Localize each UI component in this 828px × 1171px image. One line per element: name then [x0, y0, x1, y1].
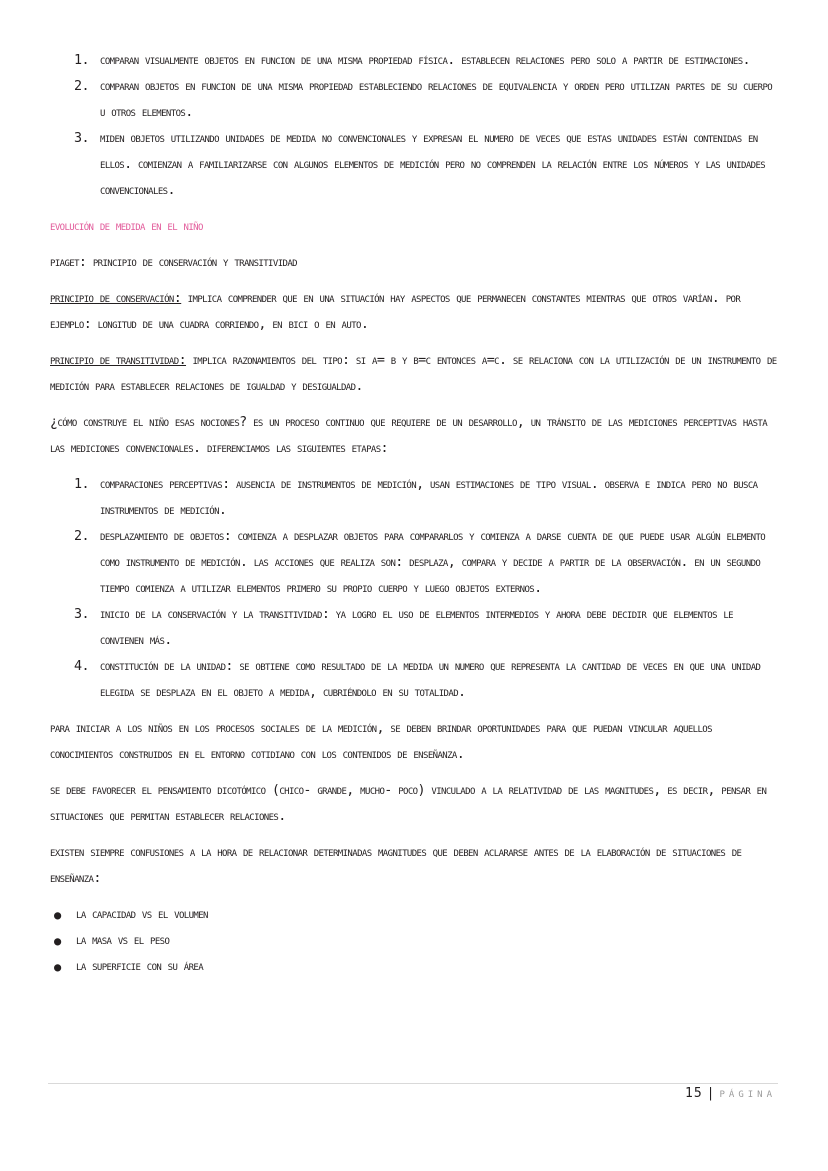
bullet-item [50, 902, 780, 928]
list-item [50, 524, 780, 602]
section-heading: evolución de medida en el niño [50, 219, 203, 234]
bullet-icon: ● [54, 934, 61, 948]
list-item [50, 472, 780, 524]
bullet-icon: ● [54, 960, 61, 974]
magnitudes-bullet-list [50, 902, 780, 980]
list-item [50, 126, 780, 204]
list-item-text: miden objetos utilizando unidades de medida no convencionales y expresan el numero de veces que estas unidades están contenidas en ellos. comienzan a familiarizarse con algunos elementos de medición pero no comprenden la relación entre los números y las unidades convencionales. [100, 131, 766, 198]
footer-divider [48, 1083, 778, 1084]
list-number: 1. [74, 477, 89, 492]
bullet-icon: ● [54, 908, 61, 922]
conservation-label: principio de conservación: [50, 291, 182, 306]
bullet-text: la superficie con su área [76, 959, 204, 974]
page-number: 15 [685, 1086, 703, 1101]
bullet-text: la capacidad vs el volumen [76, 907, 208, 922]
page-footer [685, 1086, 776, 1101]
conservation-text: implica comprender que en una situación hay aspectos que permanecen constantes mientras que otros varían. por ejemplo: longitud de una cuadra corriendo, en bici o en auto. [50, 291, 741, 332]
list-number: 2. [74, 529, 89, 544]
list-number: 3. [74, 607, 89, 622]
bullet-item [50, 954, 780, 980]
bullet-text: la masa vs el peso [76, 933, 170, 948]
list-number: 4. [74, 659, 89, 674]
list-item-text: comparaciones perceptivas: ausencia de instrumentos de medición, usan estimaciones de tipo visual. observa e indica pero no busca instrumentos de medición. [100, 477, 758, 518]
list-item-text: desplazamiento de objetos: comienza a desplazar objetos para compararlos y comienza a darse cuenta de que puede usar algún elemento como instrumento de medición. las acciones que realiza son: desplaza, compara y decide a partir de la observación. en un segundo tiempo comienza a utilizar elementos primero su propio cuerpo y luego objetos externos. [100, 529, 766, 596]
transitivity-text: implica razonamientos del tipo: si a= b y b=c entonces a=c. se relaciona con la utilización de un instrumento de medición para establecer relaciones de igualdad y desigualdad. [50, 353, 777, 394]
list-item-text: constitución de la unidad: se obtiene como resultado de la medida un numero que representa la cantidad de veces en que una unidad elegida se desplaza en el objeto a medida, cubriéndolo en su totalidad. [100, 659, 761, 700]
list-item-text: comparan objetos en funcion de una misma propiedad estableciendo relaciones de equivalencia y orden pero utilizan partes de su cuerpo u otros elementos. [100, 79, 773, 120]
measurement-stages-list [50, 48, 780, 204]
body-paragraph: se debe favorecer el pensamiento dicotómico (chico- grande, mucho- poco) vinculado a la relatividad de las magnitudes, es decir, pensar en situaciones que permitan establecer relaciones. [50, 783, 767, 824]
list-item-text: inicio de la conservación y la transitividad: ya logro el uso de elementos intermedios y ahora debe decidir que elementos le convienen más. [100, 607, 734, 648]
footer-separator: | [706, 1086, 716, 1101]
page-label: página [719, 1086, 776, 1101]
conservation-paragraph [50, 286, 780, 338]
transitivity-paragraph [50, 348, 780, 400]
transitivity-label: principio de transitividad: [50, 353, 187, 368]
list-item [50, 602, 780, 654]
list-item [50, 74, 780, 126]
bullet-item [50, 928, 780, 954]
question-paragraph: ¿cómo construye el niño esas nociones? es un proceso continuo que requiere de un desarrollo, un tránsito de las mediciones perceptivas hasta las mediciones convencionales. diferenciamos las siguientes etapas: [50, 415, 768, 456]
piaget-paragraph: piaget: principio de conservación y transitividad [50, 255, 297, 270]
list-item [50, 654, 780, 706]
list-number: 2. [74, 79, 89, 94]
list-item-text: comparan visualmente objetos en funcion de una misma propiedad física. establecen relaciones pero solo a partir de estimaciones. [100, 53, 750, 68]
page-content [50, 48, 780, 980]
list-number: 1. [74, 53, 89, 68]
child-stages-list [50, 472, 780, 706]
body-paragraph: existen siempre confusiones a la hora de relacionar determinadas magnitudes que deben aclararse antes de la elaboración de situaciones de enseñanza: [50, 845, 742, 886]
body-paragraph: para iniciar a los niños en los procesos sociales de la medición, se deben brindar oportunidades para que puedan vincular aquellos conocimientos construidos en el entorno cotidiano con los contenidos de enseñanza. [50, 721, 712, 762]
list-number: 3. [74, 131, 89, 146]
list-item [50, 48, 780, 74]
